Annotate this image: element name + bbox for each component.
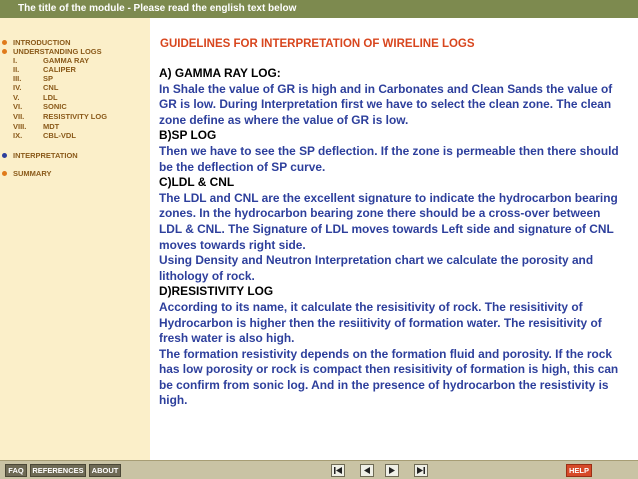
paragraph-gamma-ray: In Shale the value of GR is high and in Carbonates and Clean Sands the value of GR is low. During Interpretation first we have to select the clean zone. The clean zone define as where the value of GR is low.: [159, 81, 613, 127]
faq-button[interactable]: FAQ: [5, 464, 27, 477]
sidebar-subitem-mdt[interactable]: VIII. MDT: [13, 122, 60, 131]
bullet-icon: [2, 171, 7, 176]
paragraph-density-neutron: Using Density and Neutron Interpretation chart we calculate the porosity and lithology of rock.: [159, 253, 594, 283]
section-heading-ldl-cnl: C)LDL & CNL: [159, 175, 235, 190]
sidebar-subitem-resistivity-log[interactable]: VII. RESISTIVITY LOG: [13, 112, 108, 121]
sidebar-nav: INTRODUCTION UNDERSTANDING LOGS I. GAMMA RAY II. CALIPER III. SP IV. CNL V. LDL VI. SONIC VII. RESISTIVITY LOG VIII. MDT IX. CBL-VDL INTERPRETATION SUMMARY: [0, 18, 150, 460]
section-heading-sp: B)SP LOG: [159, 128, 217, 143]
page-title: GUIDELINES FOR INTERPRETATION OF WIRELINE LOGS: [160, 38, 475, 50]
main-content: [159, 18, 629, 458]
paragraph-ldl-cnl: The LDL and CNL are the excellent signature to indicate the hydrocarbon bearing zones. In the hydrocarbon bearing zone there should be a cross-over between LDL & CNL. The Signature of LDL moves towards Left side and signature of CNL moves towards right side.: [159, 190, 618, 252]
references-button[interactable]: REFERENCES: [30, 464, 86, 477]
sidebar-subitem-cbl-vdl[interactable]: IX. CBL-VDL: [13, 131, 76, 140]
title-bar: [0, 0, 638, 18]
bottom-toolbar: [0, 460, 638, 479]
sidebar-subitem-ldl[interactable]: V. LDL: [13, 93, 58, 102]
paragraph-resistivity-1: According to its name, it calculate the resisitivity of rock. The resisitivity of Hydrocarbon is higher then the resiitivity of formation water. The resisitivity of fresh water is also high.: [159, 299, 602, 346]
module-title: The title of the module - Please read the english text below: [18, 3, 297, 14]
next-page-icon[interactable]: [385, 464, 399, 477]
section-heading-gamma-ray: A) GAMMA RAY LOG:: [159, 66, 281, 80]
sidebar-subitem-cnl[interactable]: IV. CNL: [13, 83, 59, 92]
bullet-icon: [2, 49, 7, 54]
sidebar-subitem-sonic[interactable]: VI. SONIC: [13, 102, 67, 111]
sidebar-subitem-sp[interactable]: III. SP: [13, 74, 54, 83]
bullet-icon: [2, 40, 7, 45]
content-body: [159, 66, 619, 409]
previous-page-icon[interactable]: [360, 464, 374, 477]
about-button[interactable]: ABOUT: [89, 464, 121, 477]
active-bullet-icon: [2, 153, 7, 158]
help-button[interactable]: HELP: [566, 464, 592, 477]
sidebar-subitem-caliper[interactable]: II. CALIPER: [13, 65, 76, 74]
first-page-icon[interactable]: [331, 464, 345, 477]
last-page-icon[interactable]: [414, 464, 428, 477]
section-heading-resistivity: D)RESISTIVITY LOG: [159, 284, 274, 299]
sidebar-subitem-gamma-ray[interactable]: I. GAMMA RAY: [13, 56, 90, 65]
paragraph-sp: Then we have to see the SP deflection. If the zone is permeable then there should be the deflection of SP curve.: [159, 143, 619, 174]
paragraph-resistivity-2: The formation resistivity depends on the formation fluid and porosity. If the rock has low porosity or rock is compact then resisitivity of formation is high, this can be confirm from sonic log. And in the presence of hydrocarbon the resistivity is high.: [159, 346, 619, 408]
